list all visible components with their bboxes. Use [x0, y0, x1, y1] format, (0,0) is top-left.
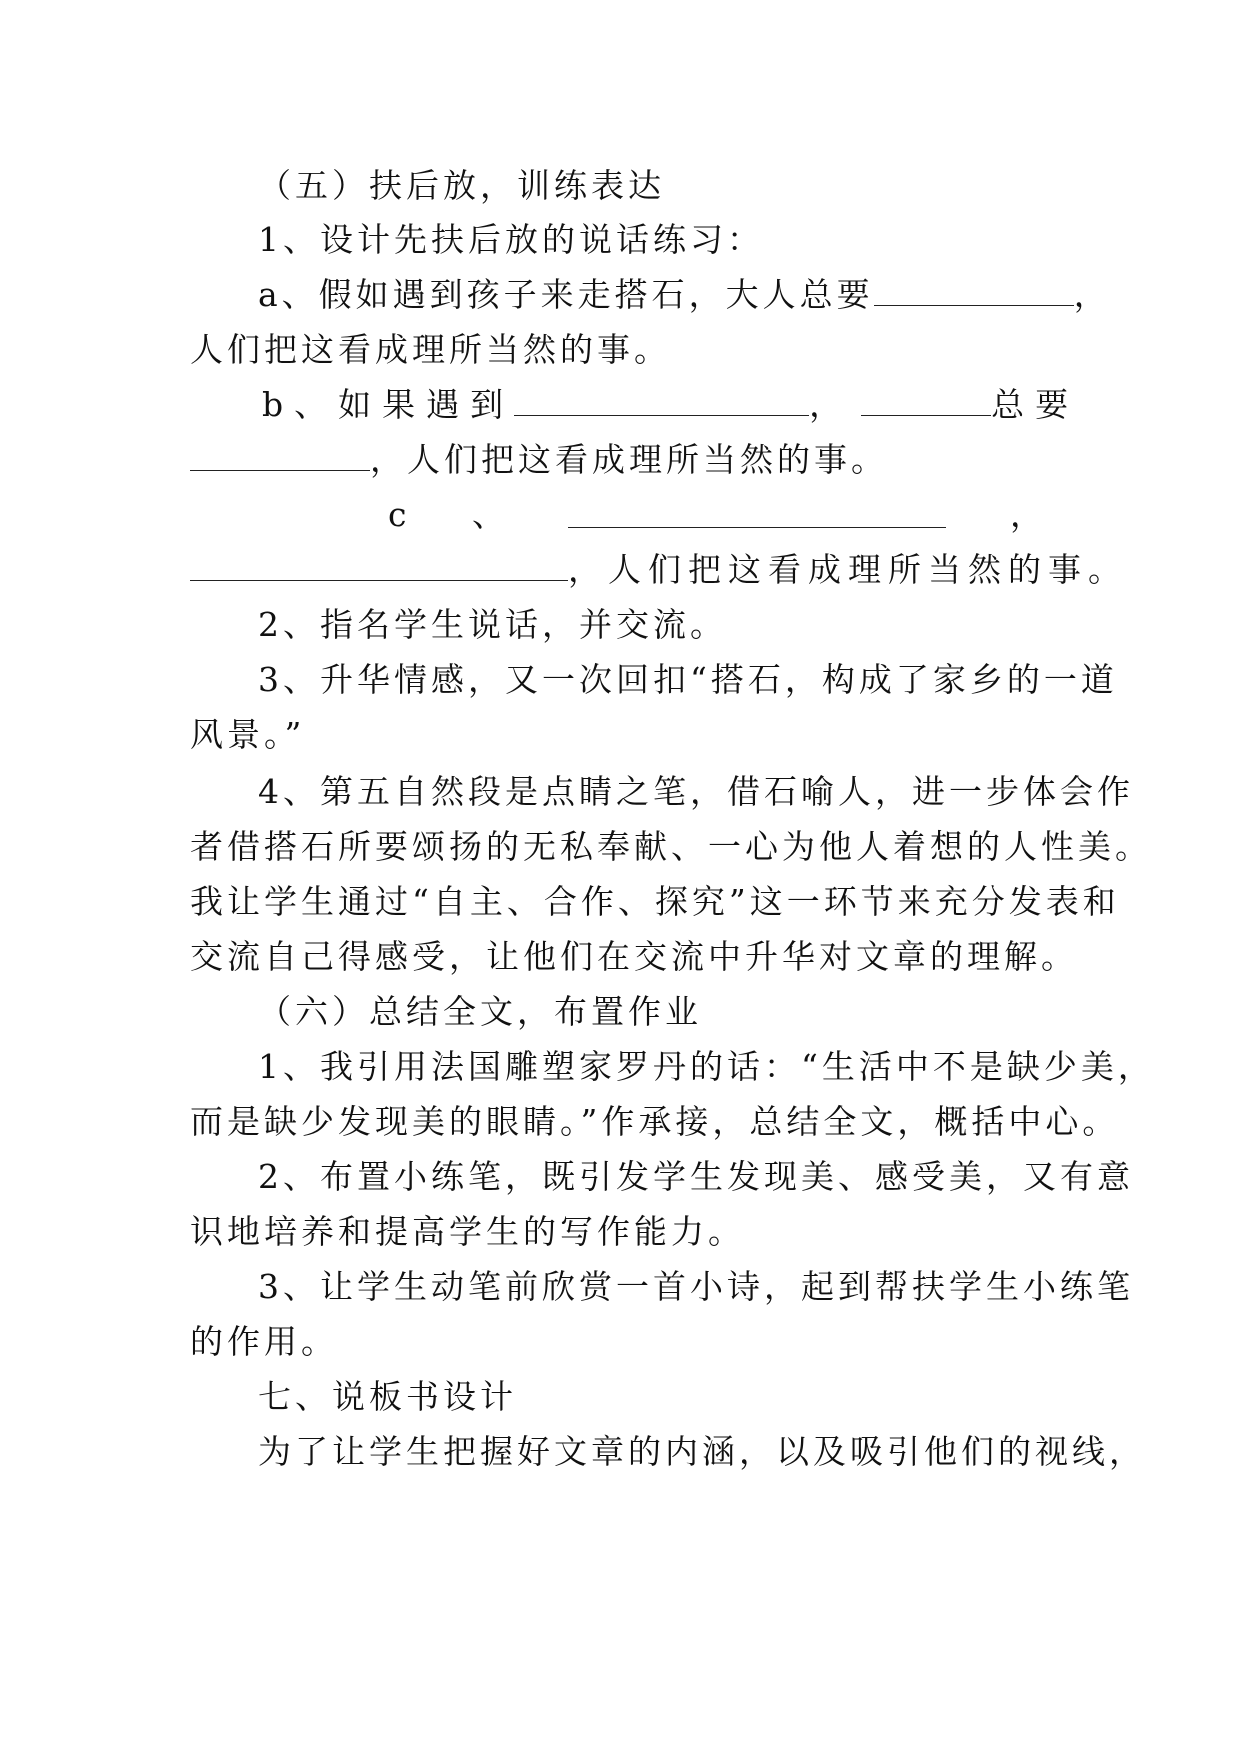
paragraph-line: 人们把这看成理所当然的事。 [190, 330, 671, 369]
exercise-b-text-2: 总要 [991, 385, 1080, 424]
exercise-c-line-2 [190, 550, 1128, 590]
paragraph-line: 3、让学生动笔前欣赏一首小诗，起到帮扶学生小练笔 [258, 1267, 1134, 1306]
exercise-b-line-2 [190, 440, 1070, 480]
paragraph-line: 1、设计先扶后放的说话练习： [258, 220, 764, 259]
exercise-c-mark: 、 [472, 495, 509, 534]
exercise-c-letter: c [388, 495, 411, 534]
paragraph-line: 为了让学生把握好文章的内涵，以及吸引他们的视线， [258, 1432, 1146, 1471]
paragraph-line: 2、布置小练笔，既引发学生发现美、感受美，又有意 [258, 1157, 1134, 1196]
paragraph-line: 者借搭石所要颂扬的无私奉献、一心为他人着想的人性美。 [190, 827, 1152, 866]
fill-blank [190, 550, 568, 581]
paragraph-line: 3、升华情感，又一次回扣“搭石，构成了家乡的一道 [258, 660, 1118, 699]
exercise-b-line [262, 385, 1142, 425]
fill-blank [190, 440, 370, 471]
section-heading-5: （五）扶后放，训练表达 [258, 166, 665, 205]
paragraph-line: 识地培养和提高学生的写作能力。 [190, 1212, 745, 1251]
fill-blank [874, 275, 1074, 306]
paragraph-line: 2、指名学生说话，并交流。 [258, 605, 727, 644]
punctuation: ， [1010, 495, 1047, 534]
punctuation: ， [809, 385, 854, 424]
fill-blank [861, 385, 991, 416]
paragraph-line: 1、我引用法国雕塑家罗丹的话：“生活中不是缺少美， [258, 1047, 1155, 1086]
paragraph-line: 风景。” [190, 715, 306, 754]
paragraph-line: 而是缺少发现美的眼睛。”作承接，总结全文，概括中心。 [190, 1102, 1120, 1141]
fill-blank [514, 385, 809, 416]
paragraph-line: 我让学生通过“自主、合作、探究”这一环节来充分发表和 [190, 882, 1120, 921]
paragraph-line: 交流自己得感受，让他们在交流中升华对文章的理解。 [190, 937, 1078, 976]
fill-blank [568, 497, 946, 528]
punctuation: ， [1073, 275, 1111, 314]
exercise-b-text: b、如果遇到 [262, 385, 515, 424]
exercise-a-line [258, 275, 1138, 315]
section-heading-7: 七、说板书设计 [258, 1377, 517, 1416]
exercise-b-text-3: ，人们把这看成理所当然的事。 [370, 440, 888, 479]
paragraph-line: 的作用。 [190, 1322, 338, 1361]
exercise-c-text: ，人们把这看成理所当然的事。 [568, 550, 1128, 589]
paragraph-line: 4、第五自然段是点睛之笔，借石喻人，进一步体会作 [258, 772, 1134, 811]
exercise-a-text: a、假如遇到孩子来走搭石，大人总要 [258, 275, 874, 314]
section-heading-6: （六）总结全文，布置作业 [258, 992, 702, 1031]
